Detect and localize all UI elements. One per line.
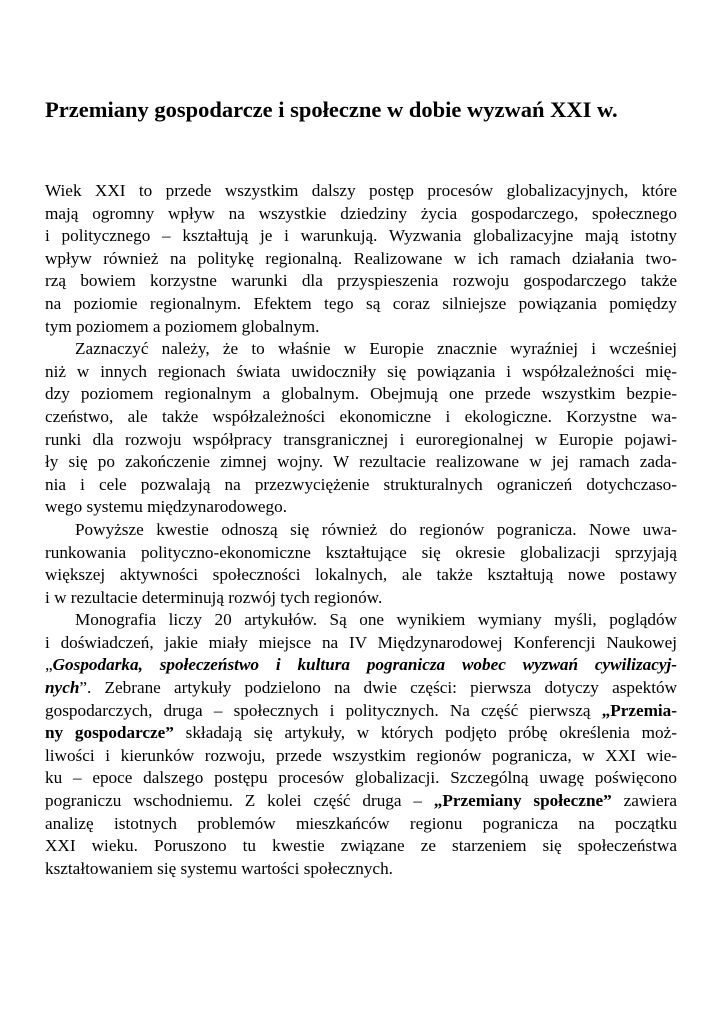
text-line bbox=[45, 406, 677, 429]
text-line bbox=[45, 835, 677, 858]
line-text: i doświadczeń, jakie miały miejsce na IV Międzynarodowej Konferencji Naukowej bbox=[45, 632, 677, 652]
text-line bbox=[45, 745, 677, 768]
text-line bbox=[45, 677, 677, 700]
text-line bbox=[45, 203, 677, 226]
line-text: ”. Zebrane artykuły podzielono na dwie części: pierwsza dotyczy aspektów bbox=[79, 678, 677, 698]
text-line bbox=[45, 609, 677, 632]
text-line bbox=[45, 654, 677, 677]
emphasis-text: Gospodarka, społeczeństwo i kultura pogranicza wobec wyzwań cywilizacyj- bbox=[52, 655, 677, 675]
text-line bbox=[45, 858, 677, 881]
emphasis-text: „Przemiany społeczne” bbox=[433, 791, 612, 811]
line-text: tym poziomem a poziomem globalnym. bbox=[45, 316, 320, 336]
line-text: składają się artykuły, w których podjęto próbę określenia moż- bbox=[173, 723, 677, 743]
text-line bbox=[45, 180, 677, 203]
line-text: runkowania polityczno-ekonomiczne kształtujące się okresie globalizacji sprzyjają bbox=[45, 542, 677, 562]
line-text: pograniczu wschodniemu. Z kolei część druga – bbox=[45, 791, 434, 811]
line-text: wego systemu międzynarodowego. bbox=[45, 497, 288, 517]
line-text: Powyższe kwestie odnoszą się również do regionów pogranicza. Nowe uwa- bbox=[75, 519, 677, 539]
line-text: Monografia liczy 20 artykułów. Są one wynikiem wymiany myśli, poglądów bbox=[75, 610, 677, 630]
emphasis-text: ny gospodarcze” bbox=[45, 723, 174, 743]
line-text: i w rezultacie determinują rozwój tych regionów. bbox=[45, 587, 383, 607]
text-line bbox=[45, 338, 677, 361]
text-line bbox=[45, 293, 677, 316]
line-text: XXI wieku. Poruszono tu kwestie związane ze starzeniem się społeczeństwa bbox=[45, 836, 677, 856]
text-line bbox=[45, 270, 677, 293]
line-text: Wiek XXI to przede wszystkim dalszy postęp procesów globalizacyjnych, które bbox=[45, 181, 677, 200]
line-text: wpływ również na politykę regionalną. Realizowane w ich ramach działania two- bbox=[45, 248, 677, 268]
line-text: liwości i kierunków rozwoju, przede wszystkim regionów pogranicza, w XXI wie- bbox=[45, 745, 677, 765]
line-text: „ bbox=[45, 655, 53, 675]
text-line bbox=[45, 767, 677, 790]
text-line bbox=[45, 722, 677, 745]
text-line bbox=[45, 564, 677, 587]
text-line bbox=[45, 700, 677, 723]
body-text bbox=[45, 180, 677, 880]
line-text: ku – epoce dalszego postępu procesów globalizacji. Szczególną uwagę poświęcono bbox=[45, 768, 677, 788]
line-text: kształtowaniem się systemu wartości społecznych. bbox=[45, 858, 393, 878]
line-text: na poziomie regionalnym. Efektem tego są coraz silniejsze powiązania pomiędzy bbox=[45, 293, 677, 313]
text-line bbox=[45, 316, 677, 339]
text-line bbox=[45, 587, 677, 610]
text-line bbox=[45, 790, 677, 813]
text-line bbox=[45, 542, 677, 565]
line-text: runki dla rozwoju współpracy transgranicznej i euroregionalnej w Europie pojawi- bbox=[45, 429, 677, 449]
line-text: dzy poziomem regionalnym a globalnym. Obejmują one przede wszystkim bezpie- bbox=[45, 384, 677, 404]
text-line bbox=[45, 474, 677, 497]
line-text: nia i cele pozwalają na przezwyciężenie strukturalnych ograniczeń dotychczaso- bbox=[45, 474, 677, 494]
text-line bbox=[45, 429, 677, 452]
text-line bbox=[45, 519, 677, 542]
line-text: analizę istotnych problemów mieszkańców regionu pogranicza na początku bbox=[45, 813, 677, 833]
page-title: Przemiany gospodarcze i społeczne w dobie wyzwań XXI w. bbox=[45, 97, 618, 122]
line-text: zawiera bbox=[611, 791, 677, 811]
text-line bbox=[45, 496, 677, 519]
line-text: Zaznaczyć należy, że to właśnie w Europie znacznie wyraźniej i wcześniej bbox=[75, 339, 677, 359]
line-text: i politycznego – kształtują je i warunkują. Wyzwania globalizacyjne mają istotny bbox=[45, 226, 677, 246]
text-line bbox=[45, 248, 677, 271]
emphasis-text: „Przemia- bbox=[601, 700, 677, 720]
text-line bbox=[45, 225, 677, 248]
text-line bbox=[45, 451, 677, 474]
line-text: niż w innych regionach świata uwidoczniły się powiązania i współzależności mię- bbox=[45, 361, 677, 381]
line-text: czeństwo, ale także współzależności ekonomiczne i ekologiczne. Korzystne wa- bbox=[45, 406, 677, 426]
line-text: ły się po zakończenie zimnej wojny. W rezultacie realizowane w jej ramach zada- bbox=[45, 452, 677, 472]
text-line bbox=[45, 383, 677, 406]
line-text: rzą bowiem korzystne warunki dla przyspieszenia rozwoju gospodarczego także bbox=[45, 271, 677, 291]
text-line bbox=[45, 813, 677, 836]
line-text: gospodarczych, druga – społecznych i politycznych. Na część pierwszą bbox=[45, 700, 602, 720]
text-line bbox=[45, 361, 677, 384]
line-text: większej aktywności społeczności lokalnych, ale także kształtują nowe postawy bbox=[45, 565, 677, 585]
text-line bbox=[45, 632, 677, 655]
emphasis-text: nych bbox=[45, 678, 80, 698]
line-text: mają ogromny wpływ na wszystkie dziedziny życia gospodarczego, społecznego bbox=[45, 203, 677, 223]
